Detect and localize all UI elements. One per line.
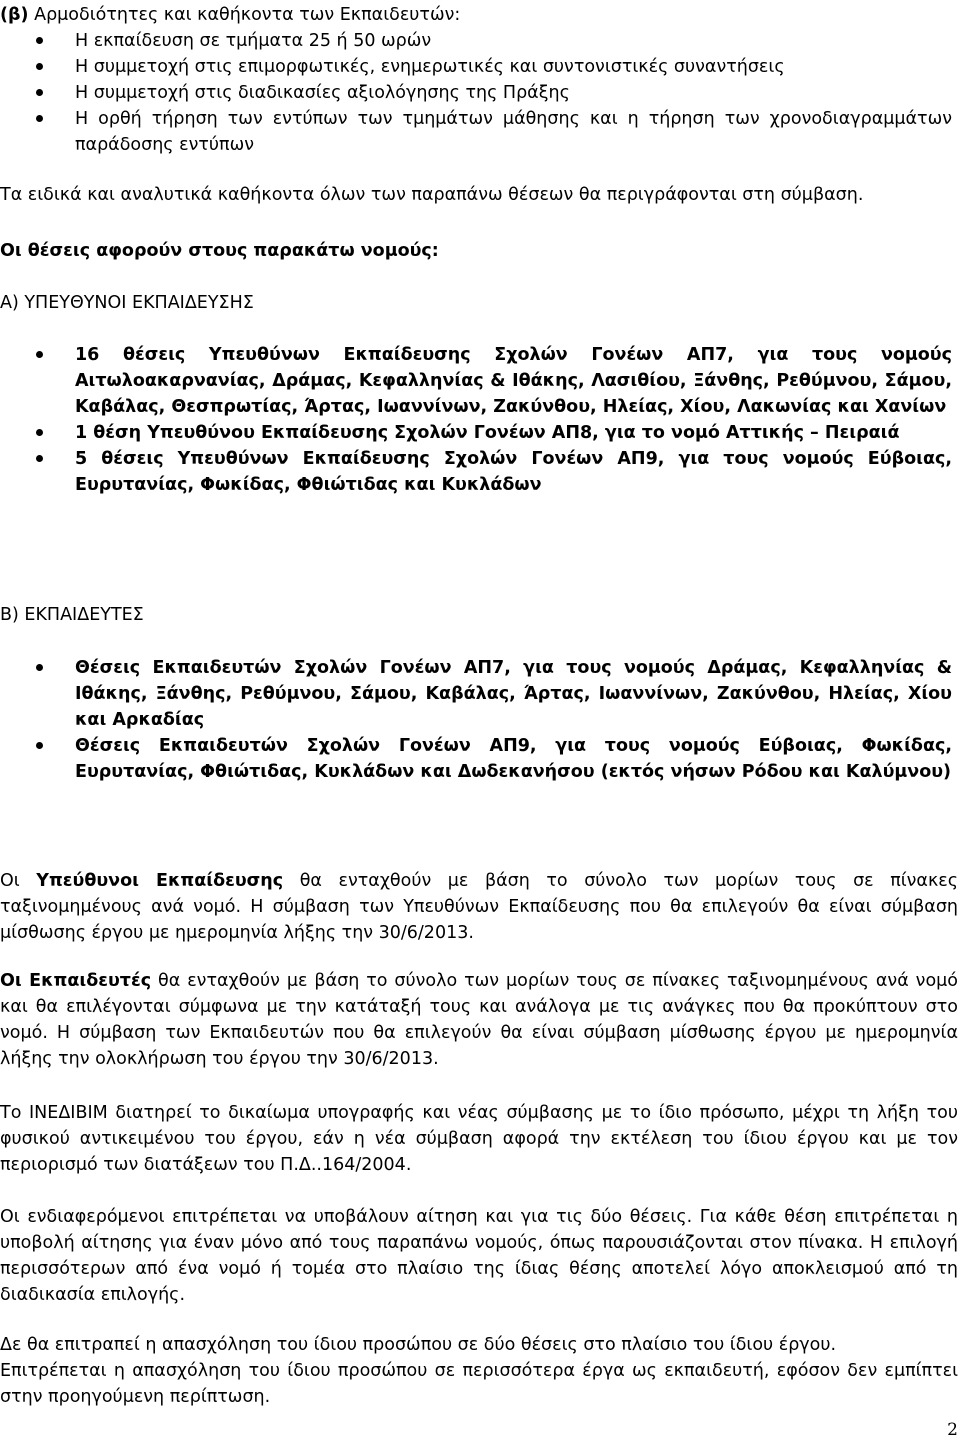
list-item: Η συμμετοχή στις διαδικασίες αξιολόγησης της Πράξης [0, 80, 952, 106]
section-b2-list [0, 655, 952, 785]
bullet-icon [36, 63, 43, 70]
bullet-icon [36, 351, 43, 358]
responsible-paragraph: Οι Υπεύθυνοι Εκπαίδευσης θα ενταχθούν με βάση το σύνολο των μορίων τους σε πίνακες ταξινομημένους ανά νομό. Η σύμβαση των Υπευθύνων Εκπαίδευσης που θα επιλεγούν θα είναι σύμβαση μίσθωσης έργου με ημερομηνία λήξης την 30/6/2013. [0, 871, 959, 943]
inedivim-paragraph: Το ΙΝΕΔΙΒΙΜ διατηρεί το δικαίωμα υπογραφής και νέας σύμβασης με το ίδιο πρόσωπο, μέχρι τη λήξη του φυσικού αντικειμένου του έργου, εάν η νέα σύμβαση αφορά την εκτέλεση του ίδιου έργου και με τον περιορισμό των διατάξεων του Π.Δ..164/2004. [0, 1103, 958, 1175]
list-item: Η συμμετοχή στις επιμορφωτικές, ενημερωτικές και συντονιστικές συναντήσεις [0, 54, 952, 80]
occupation-paragraph [0, 1332, 958, 1410]
page-number: 2 [947, 1420, 958, 1440]
list-item: 16 θέσεις Υπευθύνων Εκπαίδευσης Σχολών Γονέων ΑΠ7, για τους νομούς Αιτωλοακαρνανίας, Δράμας, Κεφαλληνίας & Ιθάκης, Λασιθίου, Ξάνθης, Ρεθύμνου, Σάμου, Καβάλας, Θεσπρωτίας, Άρτας, Ιωαννίνων, Ζακύνθου, Ηλείας, Χίου, Λακωνίας και Χανίων [0, 342, 952, 420]
bullet-icon [36, 115, 43, 122]
bullet-icon [36, 429, 43, 436]
occupation-line-2: Επιτρέπεται η απασχόληση του ίδιου προσώπου σε περισσότερα έργα ως εκπαιδευτή, εφόσον δεν εμπίπτει στην προηγούμενη περίπτωση. [0, 1361, 958, 1407]
section-b-heading [0, 2, 958, 28]
section-a-list [0, 342, 952, 498]
section-a-title: Α) ΥΠΕΥΘΥΝΟΙ ΕΚΠΑΙΔΕΥΣΗΣ [0, 293, 254, 313]
prefectures-heading: Οι θέσεις αφορούν στους παρακάτω νομούς: [0, 241, 439, 261]
bullet-icon [36, 37, 43, 44]
section-b-list [0, 28, 952, 158]
responsible-bold: Υπεύθυνοι Εκπαίδευσης [36, 871, 284, 891]
bullet-icon [36, 89, 43, 96]
trainers-paragraph: Οι Εκπαιδευτές θα ενταχθούν με βάση το σύνολο των μορίων τους σε πίνακες ταξινομημένους ανά νομό και θα επιλέγονται σύμφωνα με την κατάταξή τους και ανάλογα με τις ανάγκες που θα προκύπτουν στο νομό. Η σύμβαση των Εκπαιδευτών που θα επιλεγούν θα είναι σύμβαση μίσθωσης έργου με ημερομηνία λήξης την ολοκλήρωση του έργου την 30/6/2013. [0, 971, 958, 1069]
section-b-heading-text: Αρμοδιότητες και καθήκοντα των Εκπαιδευτών: [28, 5, 461, 25]
duties-note: Τα ειδικά και αναλυτικά καθήκοντα όλων των παραπάνω θέσεων θα περιγράφονται στη σύμβαση. [0, 185, 864, 205]
trainers-bold: Οι Εκπαιδευτές [0, 971, 152, 991]
applicants-paragraph: Οι ενδιαφερόμενοι επιτρέπεται να υποβάλουν αίτηση και για τις δύο θέσεις. Για κάθε θέση επιτρέπεται η υποβολή αίτησης για έναν μόνο από τους παραπάνω νομούς, όπως παρουσιάζονται στον πίνακα. Η επιλογή περισσότερων από ένα νομό ή τομέα στο πλαίσιο της ίδιας θέσης αποτελεί λόγο αποκλεισμού από τη διαδικασία επιλογής. [0, 1207, 958, 1305]
list-item: Η εκπαίδευση σε τμήματα 25 ή 50 ωρών [0, 28, 952, 54]
list-item: Θέσεις Εκπαιδευτών Σχολών Γονέων ΑΠ9, για τους νομούς Εύβοιας, Φωκίδας, Ευρυτανίας, Φθιώτιδας, Κυκλάδων και Δωδεκανήσου (εκτός νήσων Ρόδου και Καλύμνου) [0, 733, 952, 785]
list-item: Η ορθή τήρηση των εντύπων των τμημάτων μάθησης και η τήρηση των χρονοδιαγραμμάτων παράδοσης εντύπων [0, 106, 952, 158]
bullet-icon [36, 742, 43, 749]
bullet-icon [36, 664, 43, 671]
list-item: 5 θέσεις Υπευθύνων Εκπαίδευσης Σχολών Γονέων ΑΠ9, για τους νομούς Εύβοιας, Ευρυτανίας, Φωκίδας, Φθιώτιδας και Κυκλάδων [0, 446, 952, 498]
occupation-line-1: Δε θα επιτραπεί η απασχόληση του ίδιου προσώπου σε δύο θέσεις στο πλαίσιο του ίδιου έργου. [0, 1335, 837, 1355]
list-item: Θέσεις Εκπαιδευτών Σχολών Γονέων ΑΠ7, για τους νομούς Δράμας, Κεφαλληνίας & Ιθάκης, Ξάνθης, Ρεθύμνου, Σάμου, Καβάλας, Άρτας, Ιωαννίνων, Ζακύνθου, Ηλείας, Χίου και Αρκαδίας [0, 655, 952, 733]
section-b2-title: Β) ΕΚΠΑΙΔΕΥΤΕΣ [0, 605, 144, 625]
list-item: 1 θέση Υπευθύνου Εκπαίδευσης Σχολών Γονέων ΑΠ8, για το νομό Αττικής – Πειραιά [0, 420, 952, 446]
bullet-icon [36, 455, 43, 462]
section-b-prefix: (β) [0, 5, 29, 25]
